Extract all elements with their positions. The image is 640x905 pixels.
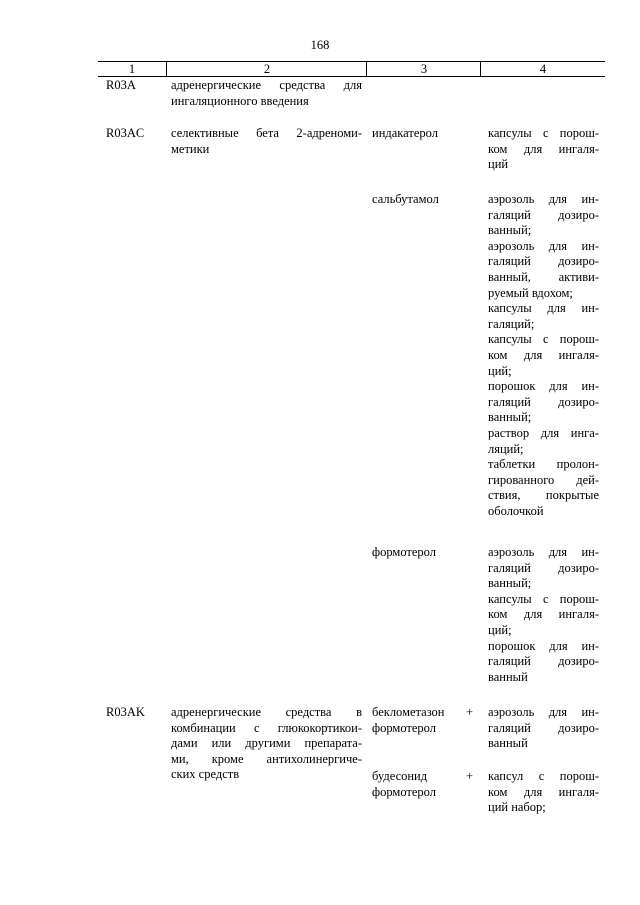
dosage-forms-line: порошок для ин-: [488, 379, 599, 394]
dosage-forms-line: галяций дозиро-: [488, 560, 599, 575]
dosage-forms-line: ванный: [488, 669, 528, 684]
dosage-forms-line: ций: [488, 157, 509, 172]
dosage-forms-line: гированного дей-: [488, 472, 599, 487]
dosage-forms-line: капсулы для ин-: [488, 301, 599, 316]
dosage-forms-line: ций;: [488, 622, 512, 637]
atc-group-name-line: селективные бета 2-адреноми-: [171, 126, 362, 140]
atc-code: R03AC: [106, 126, 145, 140]
atc-code: R03A: [106, 78, 136, 92]
dosage-forms-line: ванный;: [488, 223, 532, 238]
dosage-forms: [488, 192, 599, 519]
dosage-forms-line: порошок для ин-: [488, 638, 599, 653]
combination-plus: +: [466, 769, 474, 783]
dosage-forms-line: ствия, покрытые: [488, 488, 599, 503]
dosage-forms-line: галяций дозиро-: [488, 207, 599, 222]
drug-name-line: беклометазон: [372, 705, 445, 719]
atc-group-name: [171, 78, 362, 109]
dosage-forms-line: капсул с порош-: [488, 769, 599, 783]
combination-plus: +: [466, 705, 474, 719]
dosage-forms-line: ванный;: [488, 576, 532, 591]
dosage-forms-line: ком для ингаля-: [488, 607, 599, 622]
dosage-forms: [488, 545, 599, 685]
dosage-forms: [488, 126, 599, 173]
drug-name-line: формотерол: [372, 784, 436, 799]
dosage-forms-line: капсулы с порош-: [488, 591, 599, 606]
dosage-forms-line: галяций дозиро-: [488, 394, 599, 409]
drug-name: [372, 769, 478, 800]
drug-name-line: формотерол: [372, 720, 436, 735]
dosage-forms-line: ком для ингаля-: [488, 141, 599, 156]
dosage-forms-line: ком для ингаля-: [488, 784, 599, 799]
drug-name: [372, 126, 478, 142]
dosage-forms-line: ляций;: [488, 441, 524, 456]
drug-name-line: сальбутамол: [372, 192, 439, 206]
dosage-forms-line: галяций дозиро-: [488, 720, 599, 735]
page-number: 168: [310, 38, 330, 52]
dosage-forms-line: галяций дозиро-: [488, 654, 599, 669]
atc-group-name: [171, 705, 362, 783]
atc-group-name-line: ских средств: [171, 767, 240, 782]
dosage-forms-line: аэрозоль для ин-: [488, 238, 599, 253]
dosage-forms-line: ком для ингаля-: [488, 347, 599, 362]
dosage-forms-line: аэрозоль для ин-: [488, 192, 599, 206]
drug-name-line: индакатерол: [372, 126, 438, 140]
dosage-forms-line: галяций дозиро-: [488, 254, 599, 269]
dosage-forms-line: ванный, активи-: [488, 269, 599, 284]
drug-name: [372, 705, 478, 736]
dosage-forms: [488, 769, 599, 816]
atc-group-name-line: комбинации с глюкокортикои-: [171, 720, 362, 735]
dosage-forms-line: аэрозоль для ин-: [488, 545, 599, 559]
dosage-forms-line: ванный;: [488, 410, 532, 425]
dosage-forms-line: капсулы с порош-: [488, 126, 599, 140]
atc-code: R03AK: [106, 705, 145, 719]
atc-group-name-line: адренергические средства для: [171, 78, 362, 92]
dosage-forms-line: ций;: [488, 363, 512, 378]
dosage-forms: [488, 705, 599, 752]
atc-group-name-line: дами или другими препарата-: [171, 736, 362, 751]
drug-name: [372, 545, 478, 561]
dosage-forms-line: раствор для инга-: [488, 425, 599, 440]
dosage-forms-line: руемый вдохом;: [488, 285, 573, 300]
dosage-forms-line: таблетки пролон-: [488, 457, 599, 472]
atc-group-name-line: адренергические средства в: [171, 705, 362, 719]
drug-name-line: формотерол: [372, 545, 436, 559]
drug-name: [372, 192, 478, 208]
dosage-forms-line: ций набор;: [488, 800, 546, 815]
dosage-forms-line: галяций;: [488, 316, 535, 331]
atc-group-name-line: ми, кроме антихолинергиче-: [171, 751, 362, 766]
table-header: [98, 61, 605, 77]
atc-group-name-line: метики: [171, 141, 210, 156]
dosage-forms-line: аэрозоль для ин-: [488, 705, 599, 719]
dosage-forms-line: капсулы с порош-: [488, 332, 599, 347]
header-col-2: 2: [166, 62, 367, 76]
header-col-1: 1: [128, 62, 136, 76]
atc-group-name-line: ингаляционного введения: [171, 93, 309, 108]
header-col-3: 3: [366, 62, 481, 76]
header-col-4: 4: [480, 62, 605, 76]
dosage-forms-line: оболочкой: [488, 503, 544, 518]
atc-group-name: [171, 126, 362, 157]
dosage-forms-line: ванный: [488, 736, 528, 751]
drug-name-line: будесонид: [372, 769, 428, 783]
